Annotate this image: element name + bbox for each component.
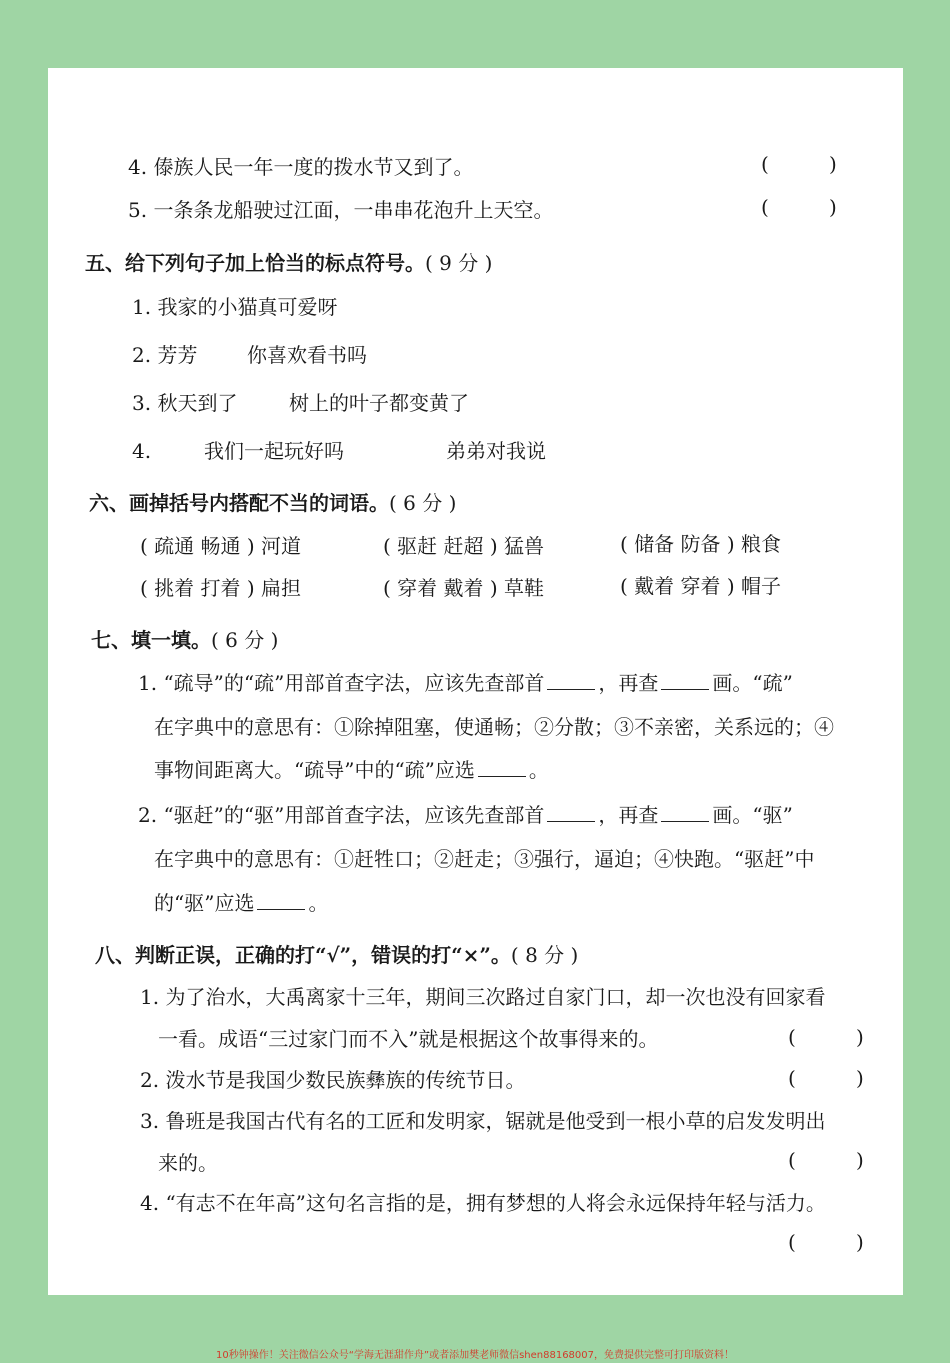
s7-q1-blank-meaning[interactable] xyxy=(478,758,526,777)
s7-q2-line2: 在字典中的意思有：①赶牲口；②赶走；③强行，逼迫；④快跑。“驱赶”中 xyxy=(154,847,815,871)
section8-points: ( 8 分 ) xyxy=(510,943,579,967)
s7-q1-blank-strokes[interactable] xyxy=(661,671,709,690)
s7-q1-line1 xyxy=(138,671,793,695)
section6-heading xyxy=(89,491,456,515)
s5-item-4-num: 4. xyxy=(132,439,152,463)
s5-item-3 xyxy=(132,391,237,415)
s5-item-1-num: 1. xyxy=(132,295,152,319)
s8-item-2-line1: 2. 泼水节是我国少数民族彝族的传统节日。 xyxy=(140,1068,526,1092)
s7-q2-line1 xyxy=(138,803,793,827)
s6-row2-col2: ( 穿着 戴着 ) 草鞋 xyxy=(383,576,545,600)
s7-q2-line1-a: 2. “驱赶”的“驱”用部首查字法，应该先查部首 xyxy=(138,803,545,827)
s7-q2-blank-strokes[interactable] xyxy=(661,803,709,822)
s5-item-2-part-a: 芳芳 xyxy=(157,343,198,367)
section7-points: ( 6 分 ) xyxy=(211,628,279,652)
s5-item-1 xyxy=(132,295,337,319)
s6-row1-col3: ( 储备 防备 ) 粮食 xyxy=(620,532,782,556)
s5-item-4-part-b: 弟弟对我说 xyxy=(446,439,546,463)
s5-item-2 xyxy=(132,343,197,367)
section7-title: 七、填一填。 xyxy=(91,628,211,652)
s5-item-2-num: 2. xyxy=(132,343,152,367)
s7-q2-line3 xyxy=(154,891,328,915)
s7-q2-line1-b: ，再查 xyxy=(598,803,659,827)
s7-q2-line3-a: 的“驱”应选 xyxy=(154,891,255,915)
s5-item-2-part-b: 你喜欢看书吗 xyxy=(247,343,367,367)
worksheet-page xyxy=(48,68,903,1295)
s7-q1-line2: 在字典中的意思有：①除掉阻塞，使通畅；②分散；③不亲密，关系远的；④ xyxy=(154,715,834,739)
s7-q1-line1-b: ，再查 xyxy=(598,671,659,695)
s8-item-4-line1: 4. “有志不在年高”这句名言指的是，拥有梦想的人将会永远保持年轻与活力。 xyxy=(140,1191,826,1215)
s7-q1-line3-b: 。 xyxy=(528,758,549,782)
s8-item-3-line1: 3. 鲁班是我国古代有名的工匠和发明家，锯就是他受到一根小草的启发发明出 xyxy=(140,1109,826,1133)
section6-points: ( 6 分 ) xyxy=(389,491,457,515)
section8-heading xyxy=(95,943,578,967)
s5-item-3-part-a: 秋天到了 xyxy=(157,391,238,415)
s6-row2-col1: ( 挑着 打着 ) 扁担 xyxy=(140,576,302,600)
s8-item-4-answer: ( ) xyxy=(788,1230,864,1254)
s5-item-1-text: 我家的小猫真可爱呀 xyxy=(157,295,338,319)
s7-q1-line3 xyxy=(154,758,549,782)
s8-item-3-answer: ( ) xyxy=(788,1148,864,1172)
s5-item-3-part-b: 树上的叶子都变黄了 xyxy=(289,391,469,415)
s7-q1-line1-a: 1. “疏导”的“疏”用部首查字法，应该先查部首 xyxy=(138,671,545,695)
s7-q1-line1-c: 画。“疏” xyxy=(712,671,793,695)
s4-item-5-answer: ( ) xyxy=(761,195,837,219)
s7-q2-line1-c: 画。“驱” xyxy=(712,803,793,827)
s7-q2-blank-radical[interactable] xyxy=(547,803,595,822)
s6-row1-col1: ( 疏通 畅通 ) 河道 xyxy=(140,534,302,558)
s7-q2-line3-b: 。 xyxy=(308,891,329,915)
s8-item-3-line2: 来的。 xyxy=(158,1151,218,1175)
s4-item-5: 5. 一条条龙船驶过江面，一串串花泡升上天空。 xyxy=(128,198,554,222)
s7-q1-line3-a: 事物间距离大。“疏导”中的“疏”应选 xyxy=(154,758,475,782)
s8-item-1-line1: 1. 为了治水，大禹离家十三年，期间三次路过自家门口，却一次也没有回家看 xyxy=(140,985,826,1009)
s6-row1-col2: ( 驱赶 赶超 ) 猛兽 xyxy=(383,534,545,558)
s8-item-1-answer: ( ) xyxy=(788,1025,864,1049)
s6-row2-col3: ( 戴着 穿着 ) 帽子 xyxy=(620,574,782,598)
s4-item-4: 4. 傣族人民一年一度的拨水节又到了。 xyxy=(128,155,474,179)
section8-title: 八、判断正误，正确的打“√”，错误的打“×”。 xyxy=(95,943,511,967)
section7-heading xyxy=(91,628,278,652)
s8-item-2-answer: ( ) xyxy=(788,1066,864,1090)
section5-heading xyxy=(85,251,492,275)
s5-item-4-part-a: 我们一起玩好吗 xyxy=(204,439,344,463)
s5-item-3-num: 3. xyxy=(132,391,152,415)
footer-promo: 10秒钟操作！关注微信公众号“学海无涯甜作舟”或者添加樊老师微信shen88168007，免费提供完整可打印版资料！ xyxy=(215,1350,735,1361)
section5-title: 五、给下列句子加上恰当的标点符号。 xyxy=(85,251,425,275)
section6-title: 六、画掉括号内搭配不当的词语。 xyxy=(89,491,389,515)
s8-item-1-line2: 一看。成语“三过家门而不入”就是根据这个故事得来的。 xyxy=(158,1027,659,1051)
s4-item-4-answer: ( ) xyxy=(761,152,837,176)
s7-q1-blank-radical[interactable] xyxy=(547,671,595,690)
section5-points: ( 9 分 ) xyxy=(425,251,493,275)
s7-q2-blank-meaning[interactable] xyxy=(257,891,305,910)
